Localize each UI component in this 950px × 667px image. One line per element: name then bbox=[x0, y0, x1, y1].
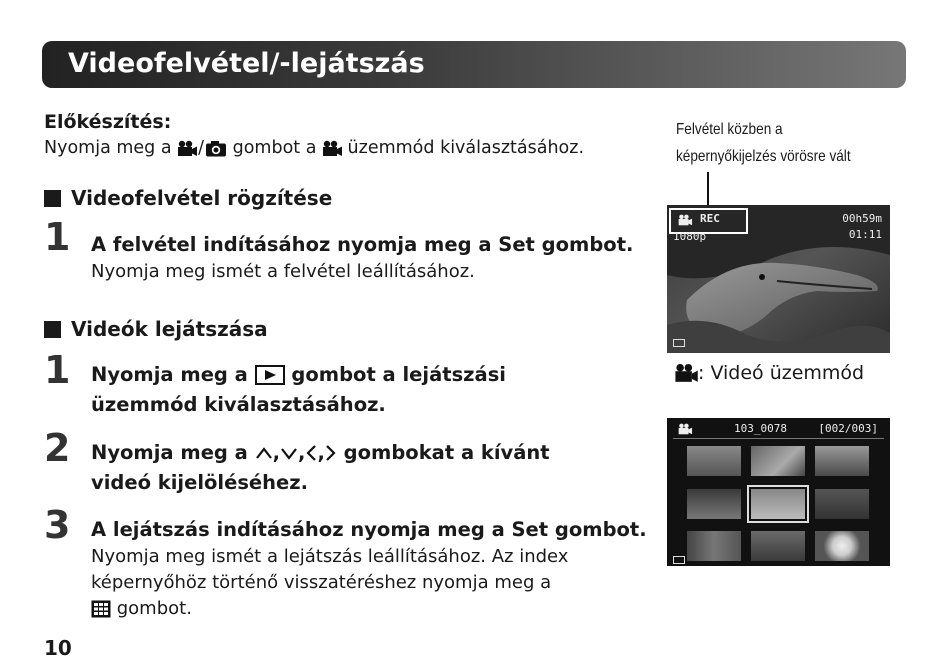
header-divider bbox=[673, 438, 884, 439]
playback-step1-text-b: gombot a lejátszási bbox=[284, 363, 506, 386]
file-counter: [002/003] bbox=[818, 422, 878, 435]
movie-camera-icon bbox=[177, 140, 197, 157]
section-square-icon bbox=[44, 321, 61, 338]
callout-line2: képernyőkijelzés vörösre vált bbox=[676, 148, 851, 165]
playback-step1-line1 bbox=[91, 363, 506, 386]
callout-leader-line bbox=[707, 172, 709, 207]
section-playback-heading: Videók lejátszása bbox=[71, 317, 268, 341]
playback-step2-text-b: gombokat a kívánt bbox=[336, 441, 550, 464]
elapsed-time: 01:11 bbox=[848, 228, 882, 241]
arrow-up-icon bbox=[255, 446, 273, 460]
prep-text-c: üzemmód kiválasztásához. bbox=[341, 138, 585, 158]
section-record-heading: Videofelvétel rögzítése bbox=[71, 186, 333, 210]
movie-camera-icon bbox=[677, 423, 693, 435]
playback-step2-line1: Nyomja meg a , , , gombokat a kívánt bbox=[91, 441, 550, 464]
camera-icon bbox=[205, 140, 227, 157]
battery-icon bbox=[673, 556, 685, 564]
prep-text-b: gombot a bbox=[227, 138, 322, 158]
arrow-right-icon bbox=[325, 444, 337, 462]
arrow-left-icon bbox=[305, 444, 317, 462]
folder-number: 103_0078 bbox=[734, 422, 787, 435]
record-step1-text: Nyomja meg ismét a felvétel leállításához. bbox=[91, 261, 475, 282]
thumbnail[interactable] bbox=[687, 446, 741, 476]
play-icon bbox=[255, 365, 285, 385]
page-title: Videofelvétel/-lejátszás bbox=[68, 48, 425, 79]
movie-camera-icon bbox=[674, 363, 698, 383]
mode-caption bbox=[674, 362, 864, 384]
prep-text-a: Nyomja meg a bbox=[44, 138, 178, 158]
step-number: 1 bbox=[44, 215, 71, 259]
step-number: 2 bbox=[44, 426, 71, 470]
thumbnail[interactable] bbox=[815, 489, 869, 519]
playback-step1-line2: üzemmód kiválasztásához. bbox=[91, 393, 386, 416]
battery-icon bbox=[673, 339, 685, 347]
rec-indicator: REC bbox=[700, 212, 720, 225]
section-playback bbox=[44, 317, 268, 341]
index-grid-icon bbox=[91, 600, 111, 618]
thumbnail[interactable] bbox=[815, 531, 869, 561]
arrow-down-icon bbox=[280, 446, 298, 460]
playback-step2-line2: videó kijelöléséhez. bbox=[91, 471, 309, 494]
callout-line1: Felvétel közben a bbox=[676, 121, 783, 138]
page-number: 10 bbox=[44, 636, 72, 660]
section-record bbox=[44, 186, 332, 210]
playback-step3-line2: képernyőhöz történő visszatéréshez nyomja meg a bbox=[91, 572, 552, 593]
thumbnail[interactable] bbox=[751, 531, 805, 561]
index-screen bbox=[667, 418, 890, 566]
video-quality: 1080p bbox=[673, 230, 707, 243]
mode-caption-text: : Videó üzemmód bbox=[698, 362, 865, 384]
prep-heading: Előkészítés: bbox=[44, 111, 172, 133]
thumbnail[interactable] bbox=[815, 446, 869, 476]
thumbnail[interactable] bbox=[687, 531, 741, 561]
playback-step3-line1: Nyomja meg ismét a lejátszás leállításához. Az index bbox=[91, 546, 569, 567]
playback-step2-text-a: Nyomja meg a bbox=[91, 441, 255, 464]
movie-camera-icon bbox=[677, 214, 693, 226]
step-number: 3 bbox=[44, 503, 71, 547]
thumbnail[interactable] bbox=[751, 446, 805, 476]
time-remaining: 00h59m bbox=[842, 212, 882, 225]
record-step1-bold: A felvétel indításához nyomja meg a Set gombot. bbox=[91, 233, 634, 256]
movie-camera-icon bbox=[322, 140, 342, 157]
thumbnail[interactable] bbox=[687, 489, 741, 519]
playback-step3-line3-text: gombot. bbox=[111, 598, 192, 619]
playback-step3-bold: A lejátszás indításához nyomja meg a Set gombot. bbox=[91, 518, 647, 541]
playback-step1-text-a: Nyomja meg a bbox=[91, 363, 255, 386]
playback-step3-line3 bbox=[91, 598, 192, 619]
recording-screen bbox=[667, 205, 890, 353]
prep-text: Nyomja meg a / gombot a üzemmód kiválasztásához. bbox=[44, 138, 585, 158]
thumbnail-selected[interactable] bbox=[751, 489, 805, 519]
section-square-icon bbox=[44, 190, 61, 207]
step-number: 1 bbox=[44, 348, 71, 392]
